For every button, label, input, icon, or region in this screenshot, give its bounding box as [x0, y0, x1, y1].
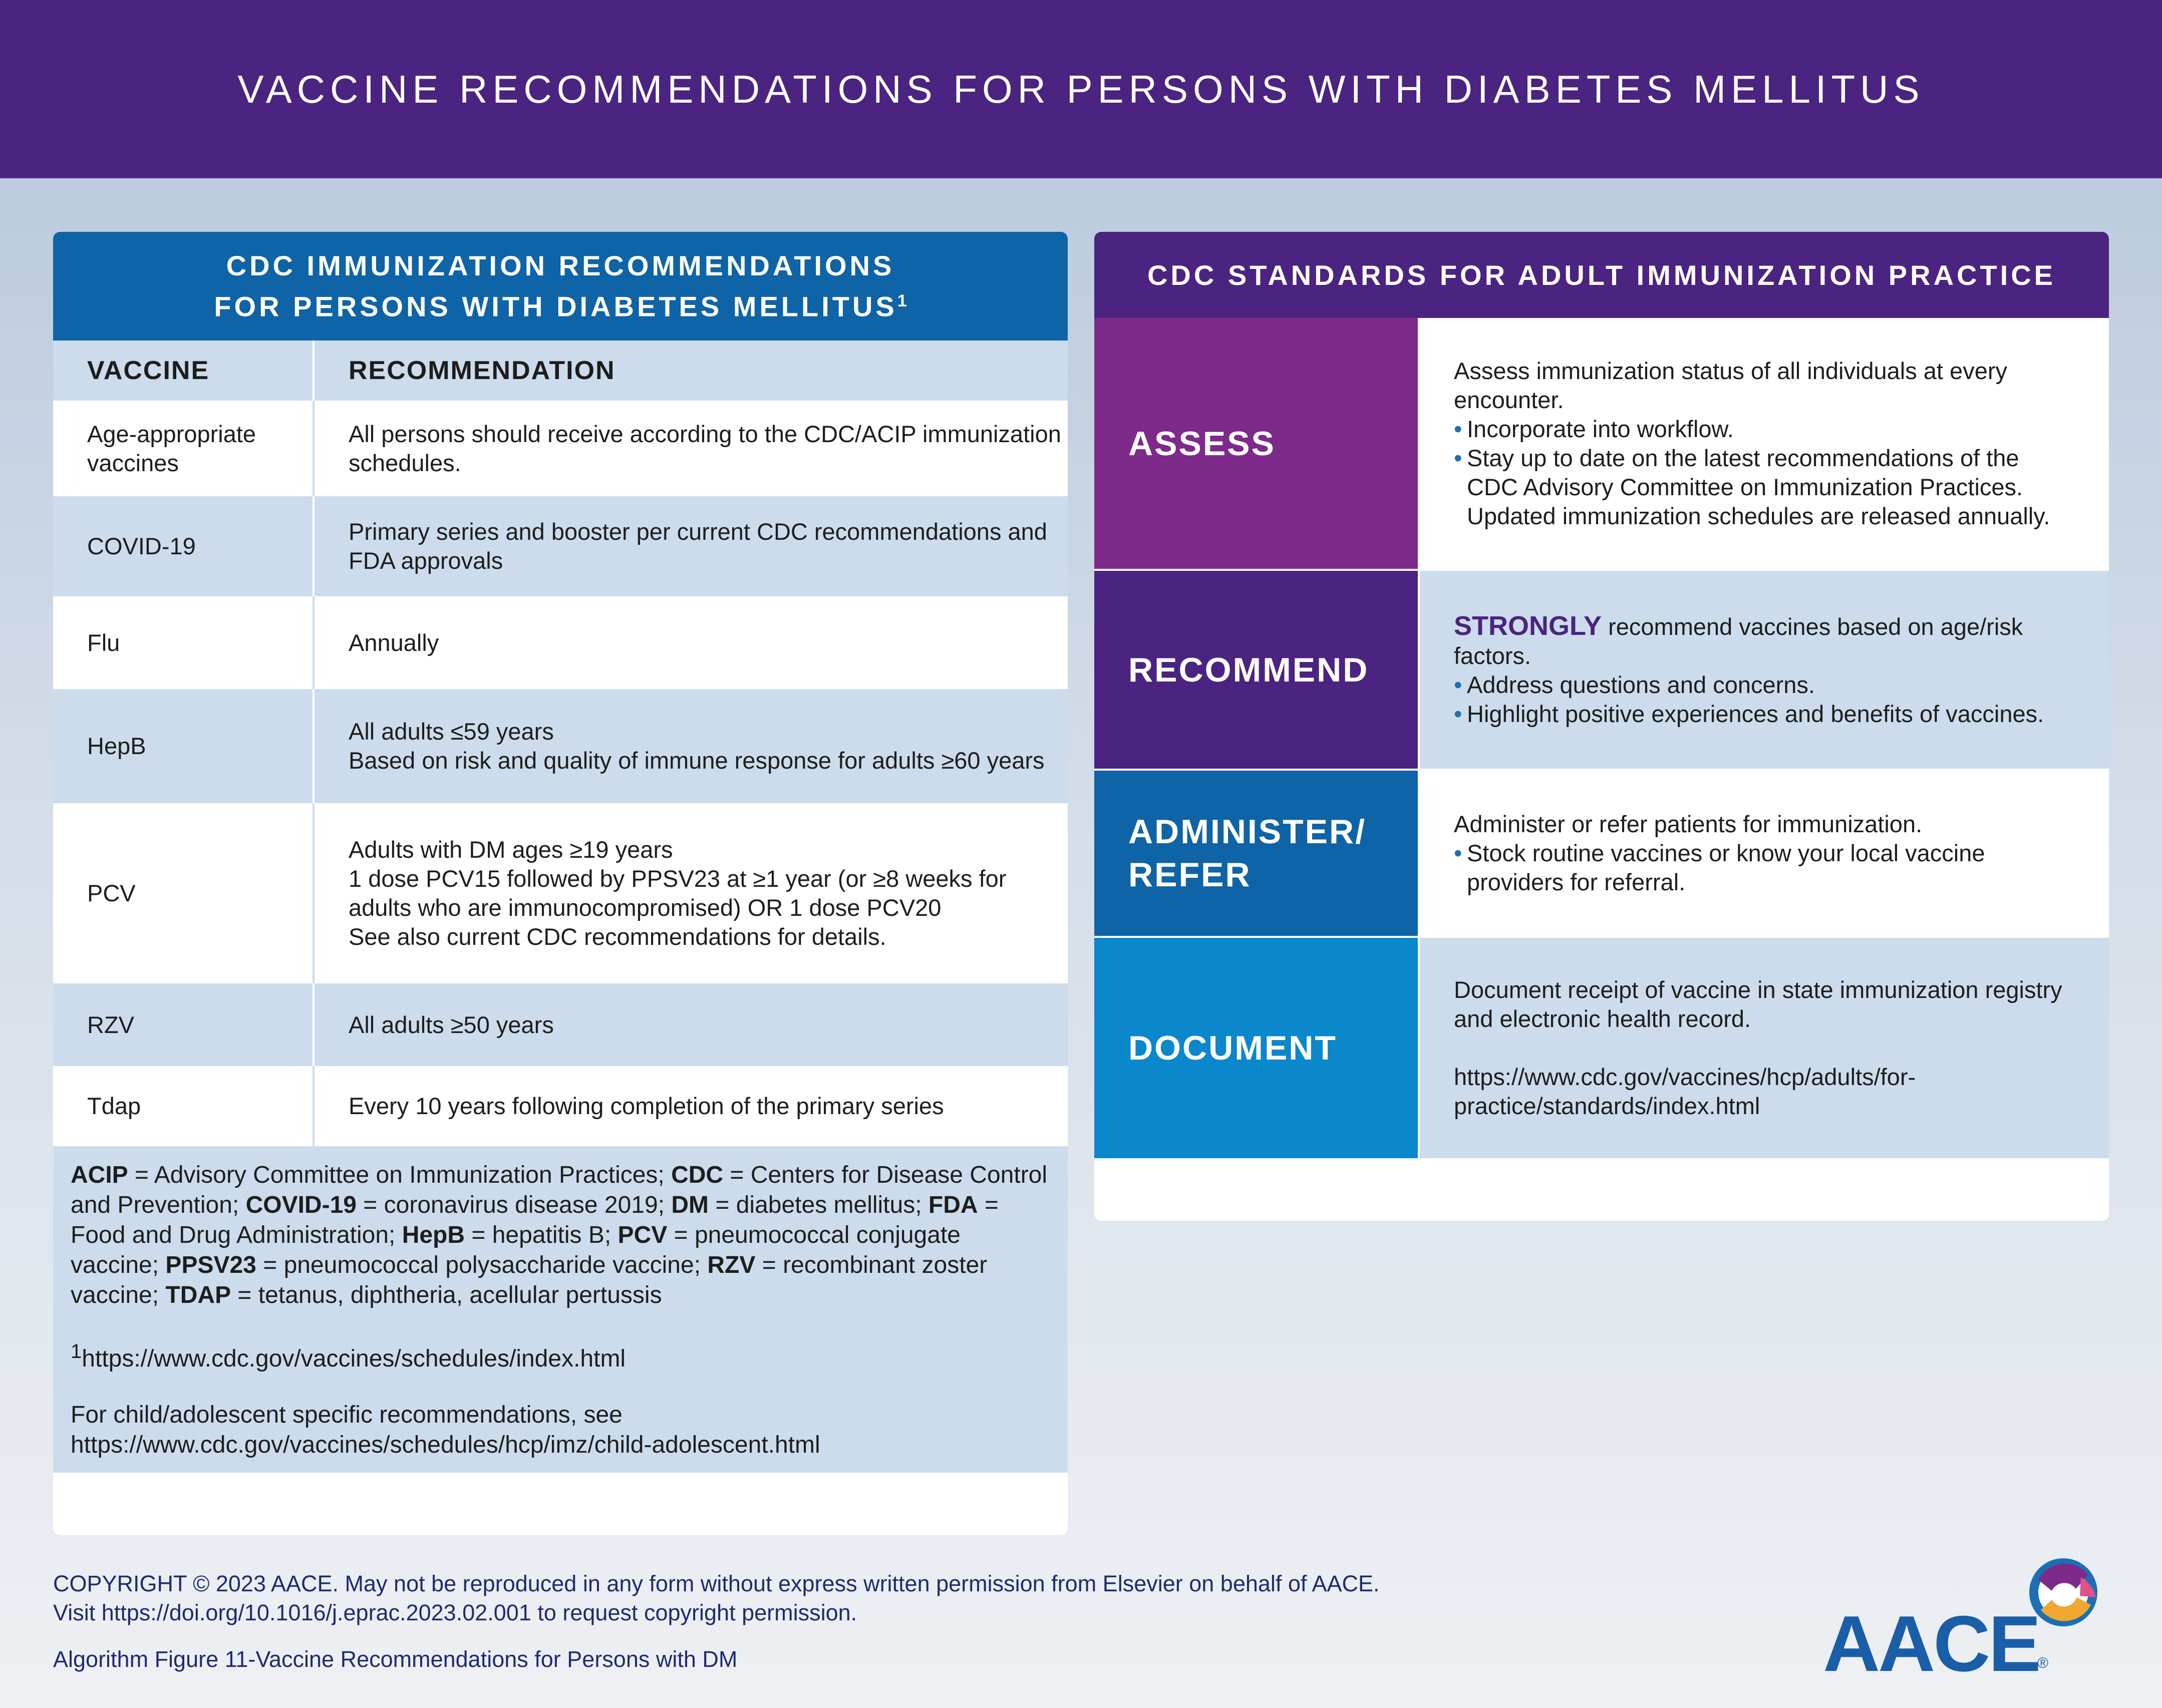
- abbrev-term: FDA: [928, 1192, 978, 1218]
- vaccine-cell: HepB: [53, 689, 314, 803]
- page-title: VACCINE RECOMMENDATIONS FOR PERSONS WITH DIABETES MELLITUS: [237, 67, 1925, 111]
- figure-caption: Algorithm Figure 11-Vaccine Recommendations for Persons with DM: [53, 1646, 738, 1672]
- abbrev-term: ACIP: [71, 1162, 128, 1188]
- recommendation-line: Based on risk and quality of immune response for adults ≥60 years: [349, 747, 1045, 774]
- abbrev-def: = pneumococcal conjugate vaccine;: [71, 1222, 961, 1278]
- abbreviation-list: [71, 1160, 1048, 1310]
- recommendation-cell: Annually: [314, 596, 1068, 689]
- column-header-recommendation: RECOMMENDATION: [314, 340, 1068, 401]
- strongly-emphasis: STRONGLY: [1454, 610, 1602, 641]
- abbrev-term: RZV: [707, 1252, 756, 1278]
- document-body: [1420, 938, 2109, 1158]
- recommendation-line: 1 dose PCV15 followed by PPSV23 at ≥1 year (or ≥8 weeks for adults who are immunocompromised) OR 1 dose PCV20: [349, 865, 1007, 921]
- copyright-notice: [53, 1569, 1380, 1627]
- abbrev-term: COVID-19: [245, 1192, 357, 1218]
- administer-body: [1420, 771, 2109, 936]
- administer-label: [1094, 771, 1420, 936]
- recommendation-line: See also current CDC recommendations for details.: [349, 923, 886, 950]
- list-item: • Stock routine vaccines or know your local vaccine providers for referral.: [1454, 839, 2074, 897]
- administer-intro: Administer or refer patients for immunization.: [1454, 811, 1923, 837]
- table-row: [53, 496, 1068, 596]
- list-item: • Incorporate into workflow.: [1454, 415, 2074, 444]
- recommendation-cell: [314, 689, 1068, 803]
- standard-row-recommend: [1094, 571, 2109, 771]
- abbrev-term: CDC: [671, 1162, 724, 1188]
- abbrev-def: = pneumococcal polysaccharide vaccine;: [256, 1252, 708, 1278]
- right-panel-title: CDC STANDARDS FOR ADULT IMMUNIZATION PRACTICE: [1094, 232, 2109, 318]
- recommendation-cell: [314, 803, 1068, 983]
- left-title-line2: FOR PERSONS WITH DIABETES MELLITUS: [214, 290, 897, 322]
- recommendation-cell: Primary series and booster per current CDC recommendations and FDA approvals: [314, 496, 1068, 596]
- page-header: [0, 0, 2162, 178]
- recommendation-cell: Every 10 years following completion of the primary series: [314, 1066, 1068, 1146]
- abbrev-def: = Food and Drug Administration;: [71, 1192, 999, 1248]
- recommend-intro: [1454, 611, 2074, 670]
- recommend-label: RECOMMEND: [1094, 571, 1420, 769]
- column-header-vaccine: VACCINE: [53, 340, 314, 401]
- document-url[interactable]: https://www.cdc.gov/vaccines/hcp/adults/for-practice/standards/index.html: [1454, 1064, 1916, 1119]
- vaccine-table: [53, 340, 1068, 1146]
- abbrev-def: = coronavirus disease 2019;: [356, 1192, 672, 1218]
- document-intro: Document receipt of vaccine in state immunization registry and electronic health record.: [1454, 976, 2062, 1032]
- vaccine-cell: Tdap: [53, 1066, 314, 1146]
- footnote-url[interactable]: https://www.cdc.gov/vaccines/schedules/index.html: [82, 1345, 626, 1372]
- aace-logo: [1823, 1550, 2113, 1688]
- left-panel-title: [53, 232, 1068, 340]
- recommendation-line: All adults ≤59 years: [349, 718, 554, 745]
- footnote: [71, 1336, 1048, 1374]
- registered-mark: ®: [2037, 1655, 2049, 1671]
- recommendation-line: Adults with DM ages ≥19 years: [349, 836, 673, 863]
- cdc-immunization-panel: [53, 232, 1068, 1535]
- abbreviations-note: [53, 1146, 1068, 1473]
- document-label: DOCUMENT: [1094, 938, 1420, 1158]
- abbrev-term: HepB: [402, 1222, 465, 1248]
- recommend-body: [1420, 571, 2109, 769]
- left-title-line1: CDC IMMUNIZATION RECOMMENDATIONS: [226, 249, 895, 281]
- table-row: [53, 983, 1068, 1066]
- abbrev-def: = hepatitis B;: [465, 1222, 618, 1248]
- assess-body: [1420, 318, 2109, 569]
- left-title-footnote-marker: 1: [897, 291, 907, 310]
- standard-row-document: [1094, 938, 2109, 1160]
- table-row: [53, 401, 1068, 496]
- table-row: [53, 803, 1068, 983]
- abbrev-term: PPSV23: [165, 1252, 256, 1278]
- vaccine-cell: Age-appropriate vaccines: [53, 401, 314, 496]
- list-item: • Address questions and concerns.: [1454, 670, 2074, 700]
- vaccine-cell: COVID-19: [53, 496, 314, 596]
- recommend-intro-text: recommend vaccines based on age/risk factors.: [1454, 613, 2023, 669]
- left-title-line2-wrap: [214, 283, 906, 324]
- administer-bullets: [1454, 839, 2074, 897]
- abbrev-term: TDAP: [165, 1282, 231, 1308]
- list-item: • Highlight positive experiences and benefits of vaccines.: [1454, 700, 2074, 729]
- recommendation-cell: All persons should receive according to the CDC/ACIP immunization schedules.: [314, 401, 1068, 496]
- vaccine-cell: Flu: [53, 596, 314, 689]
- vaccine-cell: RZV: [53, 983, 314, 1066]
- abbrev-def: = tetanus, diphtheria, acellular pertussis: [231, 1282, 662, 1308]
- child-recommendations-note: For child/adolescent specific recommendations, see https://www.cdc.gov/vaccines/schedules/hcp/imz/child-adolescent.html: [71, 1402, 820, 1458]
- abbrev-def: = diabetes mellitus;: [709, 1192, 929, 1218]
- vaccine-cell: PCV: [53, 803, 314, 983]
- table-row: [53, 1066, 1068, 1146]
- abbrev-def: = Centers for Disease Control and Prevention;: [71, 1162, 1048, 1218]
- copyright-line1: COPYRIGHT © 2023 AACE. May not be reproduced in any form without express written permission from Elsevier on behalf of AACE.: [53, 1571, 1380, 1596]
- abbrev-term: PCV: [617, 1222, 668, 1248]
- abbrev-term: DM: [671, 1192, 709, 1218]
- assess-label: ASSESS: [1094, 318, 1420, 569]
- aace-logo-text: AACE: [1823, 1600, 2039, 1688]
- standard-row-assess: [1094, 318, 2109, 571]
- recommendation-cell: All adults ≥50 years: [314, 983, 1068, 1066]
- recommend-bullets: [1454, 670, 2074, 729]
- assess-intro: Assess immunization status of all individuals at every encounter.: [1454, 357, 2007, 413]
- table-header-row: [53, 340, 1068, 401]
- assess-bullets: [1454, 415, 2074, 531]
- abbrev-def: = recombinant zoster vaccine;: [71, 1252, 988, 1308]
- standard-row-administer: [1094, 771, 2109, 938]
- table-row: [53, 596, 1068, 689]
- administer-label-line1: ADMINISTER/: [1128, 813, 1366, 851]
- footnote-marker: 1: [71, 1340, 82, 1362]
- cdc-standards-panel: [1094, 232, 2109, 1221]
- list-item: • Stay up to date on the latest recommendations of the CDC Advisory Committee on Immunization Practices. Updated immunization schedules are released annually.: [1454, 444, 2074, 531]
- abbrev-def: = Advisory Committee on Immunization Practices;: [128, 1162, 672, 1188]
- administer-label-line2: REFER: [1128, 856, 1252, 894]
- copyright-line2: Visit https://doi.org/10.1016/j.eprac.2023.02.001 to request copyright permission.: [53, 1600, 857, 1625]
- table-row: [53, 689, 1068, 803]
